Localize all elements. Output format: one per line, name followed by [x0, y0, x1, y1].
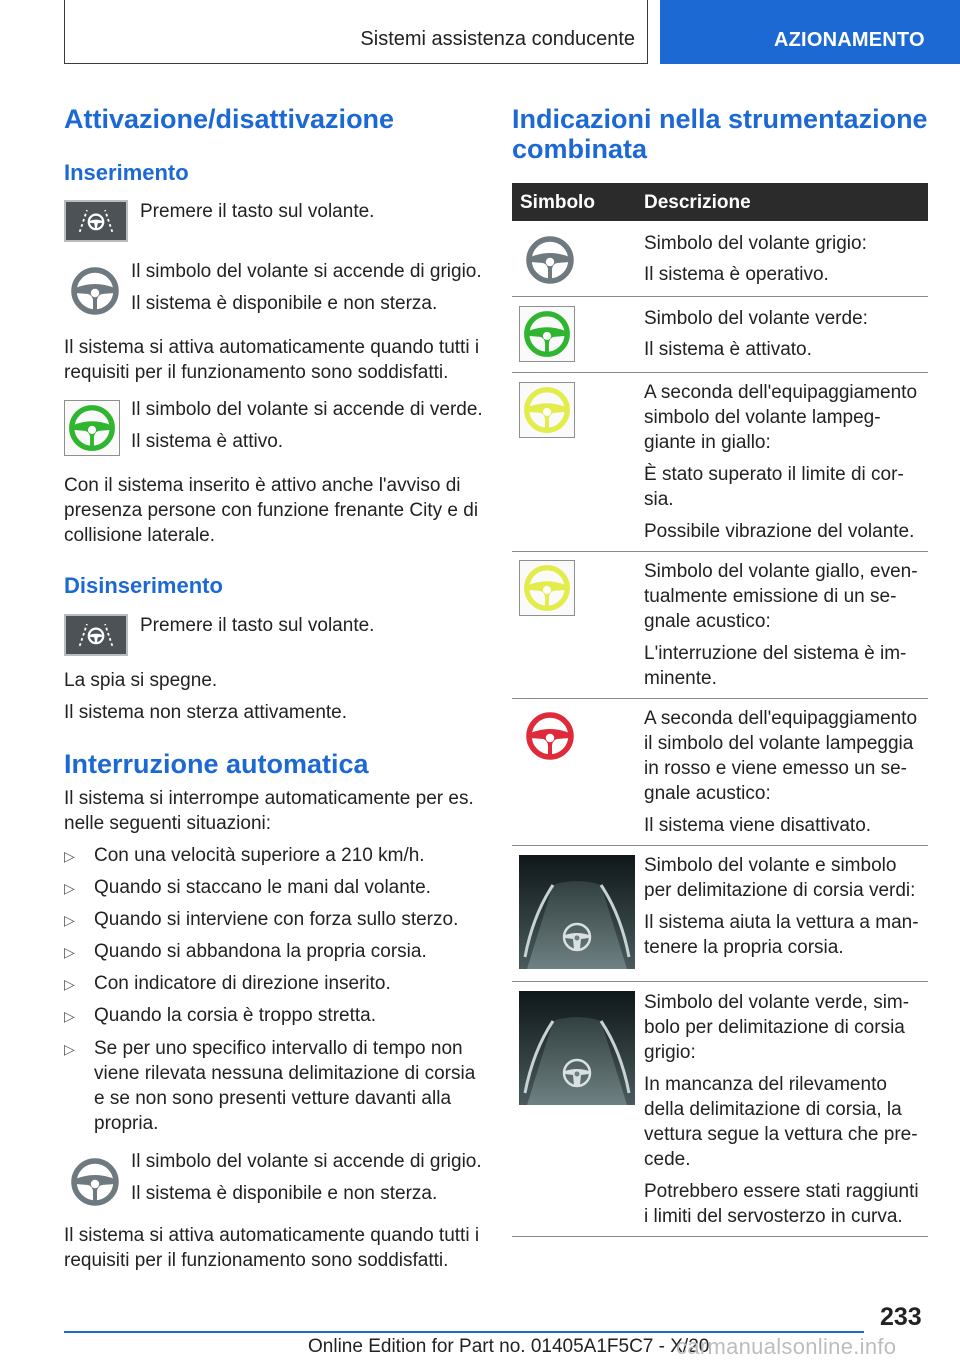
- lane-markings-grey-icon: [519, 991, 635, 1105]
- bullet-marker: ▷: [64, 1041, 75, 1057]
- lane-assist-button-icon: [64, 614, 128, 656]
- table-cell: Simbolo del volante verde:: [644, 308, 868, 329]
- header-chapter-title: AZIONAMENTO: [774, 29, 925, 51]
- bullet-marker: ▷: [64, 848, 75, 864]
- bullet-marker: ▷: [64, 976, 75, 992]
- list-item: Quando si staccano le mani dal volante.: [94, 877, 431, 898]
- list-item-line: viene rilevata nessuna delimitazione di corsia: [94, 1063, 476, 1084]
- table-cell: per delimitazione di corsia verdi:: [644, 880, 916, 901]
- inserimento-grey-line2: Il sistema è disponibile e non sterza.: [131, 293, 438, 314]
- table-row-divider: [512, 1236, 928, 1237]
- list-item-line: propria.: [94, 1113, 159, 1134]
- table-cell: in rosso e viene emesso un se-: [644, 758, 907, 779]
- bullet-marker: ▷: [64, 880, 75, 896]
- table-cell: sia.: [644, 489, 674, 510]
- steering-wheel-red-icon: [522, 708, 578, 764]
- interruzione-auto-line1: Il sistema si attiva automaticamente quando tutti i: [64, 1225, 480, 1246]
- table-header: [512, 183, 928, 221]
- steering-wheel-yellow-icon: [519, 382, 575, 438]
- steering-wheel-yellow-icon: [519, 560, 575, 616]
- list-item: Con indicatore di direzione inserito.: [94, 973, 391, 994]
- inserimento-green-line1: Il simbolo del volante si accende di verde.: [131, 399, 483, 420]
- inserimento-green-line2: Il sistema è attivo.: [131, 431, 284, 452]
- bullet-marker: ▷: [64, 944, 75, 960]
- inserimento-auto-line2: requisiti per il funzionamento sono soddisfatti.: [64, 362, 449, 383]
- page-number: 233: [880, 1303, 922, 1331]
- section-heading-indicazioni-line1: Indicazioni nella strumentazione: [512, 104, 928, 134]
- column-header-symbol: Simbolo: [520, 192, 595, 213]
- table-cell: tualmente emissione di un se-: [644, 586, 897, 607]
- table-row-divider: [512, 551, 928, 552]
- footer-edition: Online Edition for Part no. 01405A1F5C7 - X/20: [308, 1336, 710, 1357]
- disinserimento-line2: Il sistema non sterza attivamente.: [64, 702, 348, 723]
- table-row-divider: [512, 698, 928, 699]
- lane-markings-green-icon: [519, 855, 635, 969]
- table-cell: tenere la propria corsia.: [644, 937, 844, 958]
- section-heading-attivazione: Attivazione/disattivazione: [64, 104, 395, 134]
- table-row-divider: [512, 296, 928, 297]
- steering-wheel-grey-icon: [522, 232, 578, 288]
- list-item: Quando si interviene con forza sullo sterzo.: [94, 909, 459, 930]
- inserimento-button-text: Premere il tasto sul volante.: [140, 201, 375, 222]
- table-cell: cede.: [644, 1149, 691, 1170]
- watermark-logo: carmanualsonline.info: [676, 1334, 897, 1359]
- table-cell: Potrebbero essere stati raggiunti: [644, 1181, 919, 1202]
- disinserimento-button-text: Premere il tasto sul volante.: [140, 615, 375, 636]
- table-cell: L'interruzione del sistema è im-: [644, 643, 907, 664]
- table-row-divider: [512, 981, 928, 982]
- footer-divider: [64, 1331, 864, 1333]
- table-cell: A seconda dell'equipaggiamento: [644, 708, 918, 729]
- interruzione-grey-line2: Il sistema è disponibile e non sterza.: [131, 1183, 438, 1204]
- header-section-box: [64, 0, 648, 64]
- table-cell: gnale acustico:: [644, 783, 771, 804]
- table-cell: simbolo del volante lampeg-: [644, 407, 881, 428]
- column-header-description: Descrizione: [644, 192, 751, 213]
- section-heading-indicazioni-line2: combinata: [512, 134, 648, 164]
- inserimento-auto-line1: Il sistema si attiva automaticamente quando tutti i: [64, 337, 480, 358]
- table-cell: Il sistema è attivato.: [644, 339, 812, 360]
- table-cell: giante in giallo:: [644, 432, 771, 453]
- steering-wheel-green-icon: [519, 306, 575, 362]
- table-cell: Simbolo del volante giallo, even-: [644, 561, 918, 582]
- table-cell: Simbolo del volante e simbolo: [644, 855, 897, 876]
- subheading-inserimento: Inserimento: [64, 160, 189, 185]
- table-row-divider: [512, 845, 928, 846]
- table-cell: Simbolo del volante verde, sim-: [644, 992, 910, 1013]
- header-chapter-tab[interactable]: [660, 0, 960, 64]
- list-item-line: Se per uno specifico intervallo di tempo non: [94, 1038, 463, 1059]
- table-cell: il simbolo del volante lampeggia: [644, 733, 914, 754]
- table-cell: Possibile vibrazione del volante.: [644, 521, 915, 542]
- steering-wheel-green-icon: [64, 400, 120, 456]
- interruzione-grey-line1: Il simbolo del volante si accende di grigio.: [131, 1151, 482, 1172]
- table-cell: In mancanza del rilevamento: [644, 1074, 887, 1095]
- table-cell: minente.: [644, 668, 717, 689]
- list-item: Quando la corsia è troppo stretta.: [94, 1005, 376, 1026]
- table-cell: A seconda dell'equipaggiamento: [644, 382, 918, 403]
- interruzione-intro-line2: nelle seguenti situazioni:: [64, 813, 272, 834]
- header-section-title: Sistemi assistenza conducente: [360, 28, 635, 50]
- table-cell: Simbolo del volante grigio:: [644, 233, 867, 254]
- list-item-line: e se non sono presenti vetture davanti alla: [94, 1088, 452, 1109]
- table-cell: Il sistema viene disattivato.: [644, 815, 872, 836]
- inserimento-warn-line3: collisione laterale.: [64, 525, 216, 546]
- interruzione-auto-line2: requisiti per il funzionamento sono soddisfatti.: [64, 1250, 449, 1271]
- lane-assist-button-icon: [64, 200, 128, 242]
- table-cell: grigio:: [644, 1042, 696, 1063]
- table-cell: bolo per delimitazione di corsia: [644, 1017, 905, 1038]
- table-cell: È stato superato il limite di cor-: [644, 464, 904, 485]
- subheading-disinserimento: Disinserimento: [64, 573, 223, 598]
- table-cell: vettura segue la vettura che pre-: [644, 1124, 918, 1145]
- list-item: Quando si abbandona la propria corsia.: [94, 941, 427, 962]
- steering-wheel-grey-icon: [67, 263, 123, 319]
- inserimento-warn-line1: Con il sistema inserito è attivo anche l'avviso di: [64, 475, 461, 496]
- inserimento-warn-line2: presenza persone con funzione frenante City e di: [64, 500, 479, 521]
- inserimento-grey-line1: Il simbolo del volante si accende di grigio.: [131, 261, 482, 282]
- steering-wheel-grey-icon: [67, 1154, 123, 1210]
- interruzione-intro-line1: Il sistema si interrompe automaticamente per es.: [64, 788, 474, 809]
- table-cell: della delimitazione di corsia, la: [644, 1099, 902, 1120]
- table-cell: Il sistema è operativo.: [644, 264, 829, 285]
- section-heading-interruzione: Interruzione automatica: [64, 749, 369, 779]
- table-cell: gnale acustico:: [644, 611, 771, 632]
- table-cell: Il sistema aiuta la vettura a man-: [644, 912, 919, 933]
- list-item: Con una velocità superiore a 210 km/h.: [94, 845, 425, 866]
- table-row-divider: [512, 372, 928, 373]
- bullet-marker: ▷: [64, 912, 75, 928]
- disinserimento-line1: La spia si spegne.: [64, 670, 218, 691]
- table-cell: i limiti del servosterzo in curva.: [644, 1206, 903, 1227]
- bullet-marker: ▷: [64, 1008, 75, 1024]
